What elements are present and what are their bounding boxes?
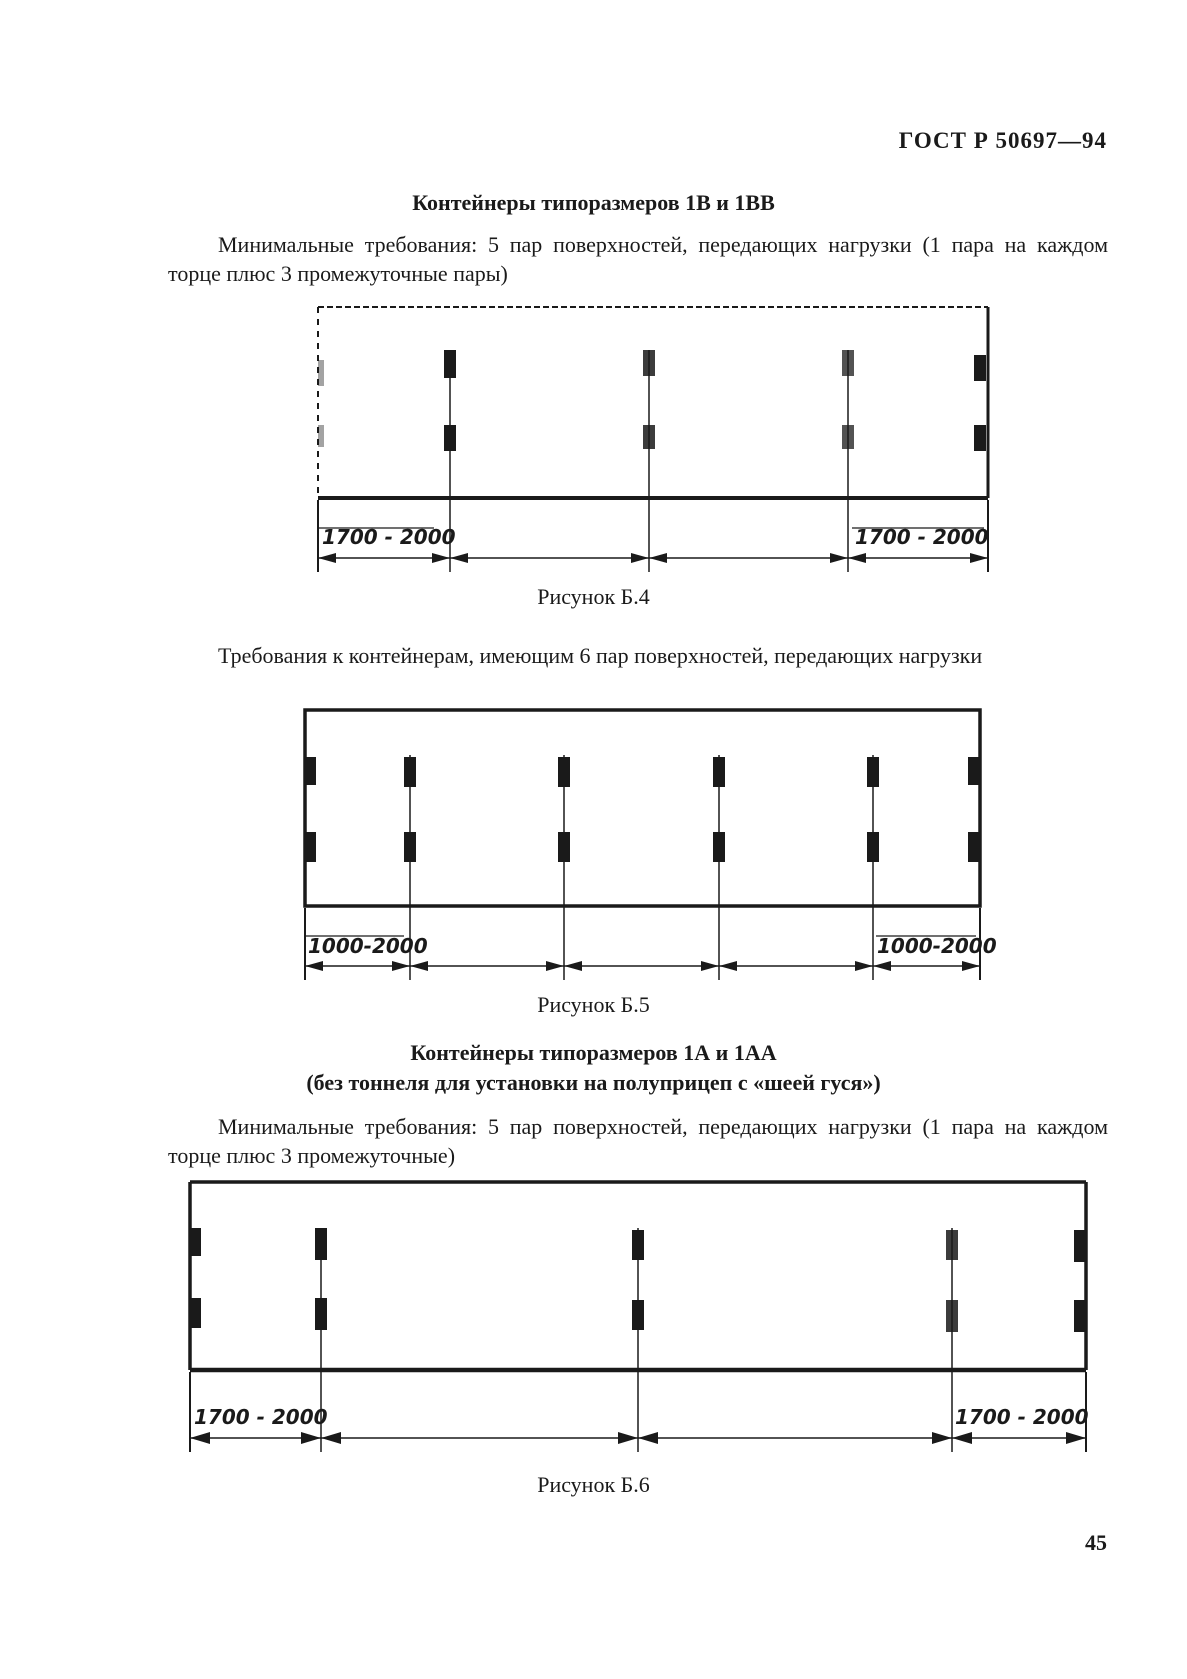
figure4-dim-left: 1700 - 2000 [322,525,456,549]
figure5-dim-left: 1000-2000 [308,934,428,958]
figure5-caption: Рисунок Б.5 [537,992,650,1017]
section3-heading-line2: (без тоннеля для установки на полуприцеп с «шеей гуся») [306,1070,881,1095]
page-number: 45 [1085,1530,1107,1555]
section3-text: Минимальные требования: 5 пар поверхностей, передающих нагрузки (1 пара на каждом торце плюс 3 промежуточные) [168,1114,1108,1168]
section3-heading-line1: Контейнеры типоразмеров 1А и 1АА [410,1040,777,1065]
section2-text: Требования к контейнерам, имеющим 6 пар поверхностей, передающих нагрузки [218,643,983,668]
section1-text: Минимальные требования: 5 пар поверхностей, передающих нагрузки (1 пара на каждом торце плюс 3 промежуточные пары) [168,232,1108,286]
figure4-caption: Рисунок Б.4 [537,584,650,609]
figure5-dim-right: 1000-2000 [877,934,997,958]
figure6-caption: Рисунок Б.6 [537,1472,650,1497]
document-header: ГОСТ Р 50697—94 [898,128,1107,153]
figure6-dim-left: 1700 - 2000 [194,1405,328,1429]
figure6-dim-right: 1700 - 2000 [955,1405,1089,1429]
figure4-dim-right: 1700 - 2000 [855,525,989,549]
section1-heading: Контейнеры типоразмеров 1В и 1ВВ [412,190,775,215]
